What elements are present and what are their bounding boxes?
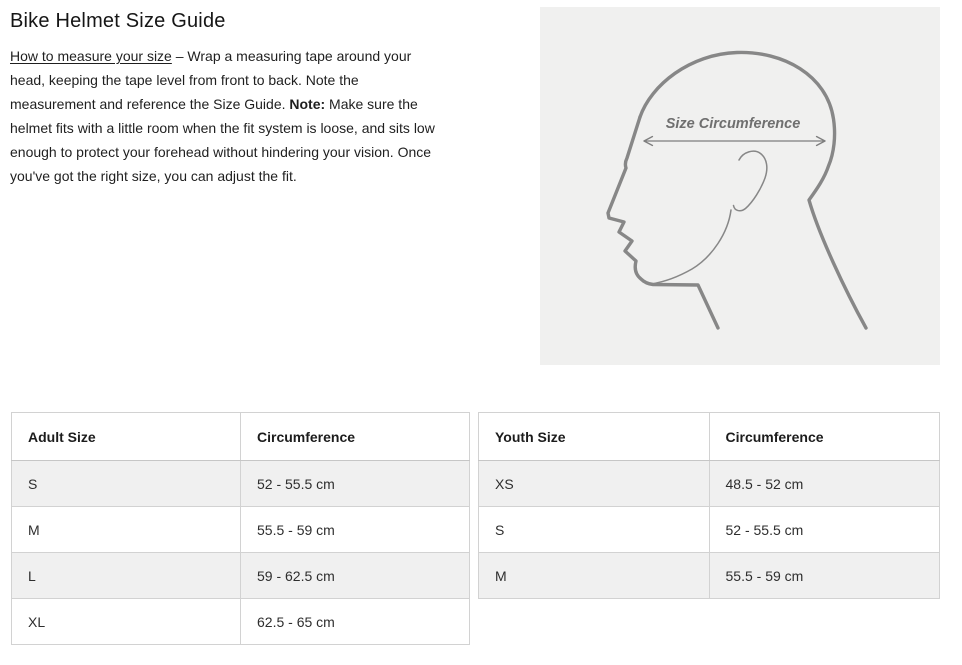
circumference-cell: 55.5 - 59 cm [709,553,940,599]
size-cell: XS [479,461,710,507]
intro-text-after-note: Make sure the helmet fits with a little room when the fit system is loose, and sits low enough to protect your forehead without hindering your vision. Once you've got the right size, you can adjust the fit. [10,96,435,184]
head-profile-illustration [540,7,940,365]
adult-circumference-column-header: Circumference [241,413,470,461]
circumference-cell: 62.5 - 65 cm [241,599,470,645]
ear-icon [651,151,767,284]
size-cell: M [12,507,241,553]
youth-table-header-row [479,413,940,461]
circumference-cell: 59 - 62.5 cm [241,553,470,599]
adult-size-column-header: Adult Size [12,413,241,461]
intro-text: Wrap a measuring tape around your head, keeping the tape level from front to back. Note the measurement and reference the Size Guide. [10,48,412,112]
size-circumference-label: Size Circumference [665,116,801,132]
table-row [12,507,470,553]
size-cell: S [12,461,241,507]
size-cell: L [12,553,241,599]
circumference-cell: 55.5 - 59 cm [241,507,470,553]
intro-separator: – [171,48,188,64]
table-row [479,507,940,553]
size-cell: XL [12,599,241,645]
size-cell: S [479,507,710,553]
adult-table-header-row [12,413,470,461]
circumference-arrow-icon [644,137,825,146]
size-cell: M [479,553,710,599]
adult-size-table [11,412,470,645]
intro-paragraph [10,44,448,188]
table-row [479,553,940,599]
youth-size-table [478,412,940,599]
youth-size-column-header: Youth Size [479,413,710,461]
table-row [12,461,470,507]
youth-circumference-column-header: Circumference [709,413,940,461]
circumference-cell: 52 - 55.5 cm [241,461,470,507]
circumference-cell: 48.5 - 52 cm [709,461,940,507]
head-measurement-illustration [540,7,940,365]
table-row [479,461,940,507]
table-row [12,599,470,645]
page-title: Bike Helmet Size Guide [10,10,226,32]
note-label: Note: [289,96,326,112]
table-row [12,553,470,599]
head-outline [608,52,866,328]
circumference-cell: 52 - 55.5 cm [709,507,940,553]
how-to-measure-link[interactable]: How to measure your size [10,48,172,64]
